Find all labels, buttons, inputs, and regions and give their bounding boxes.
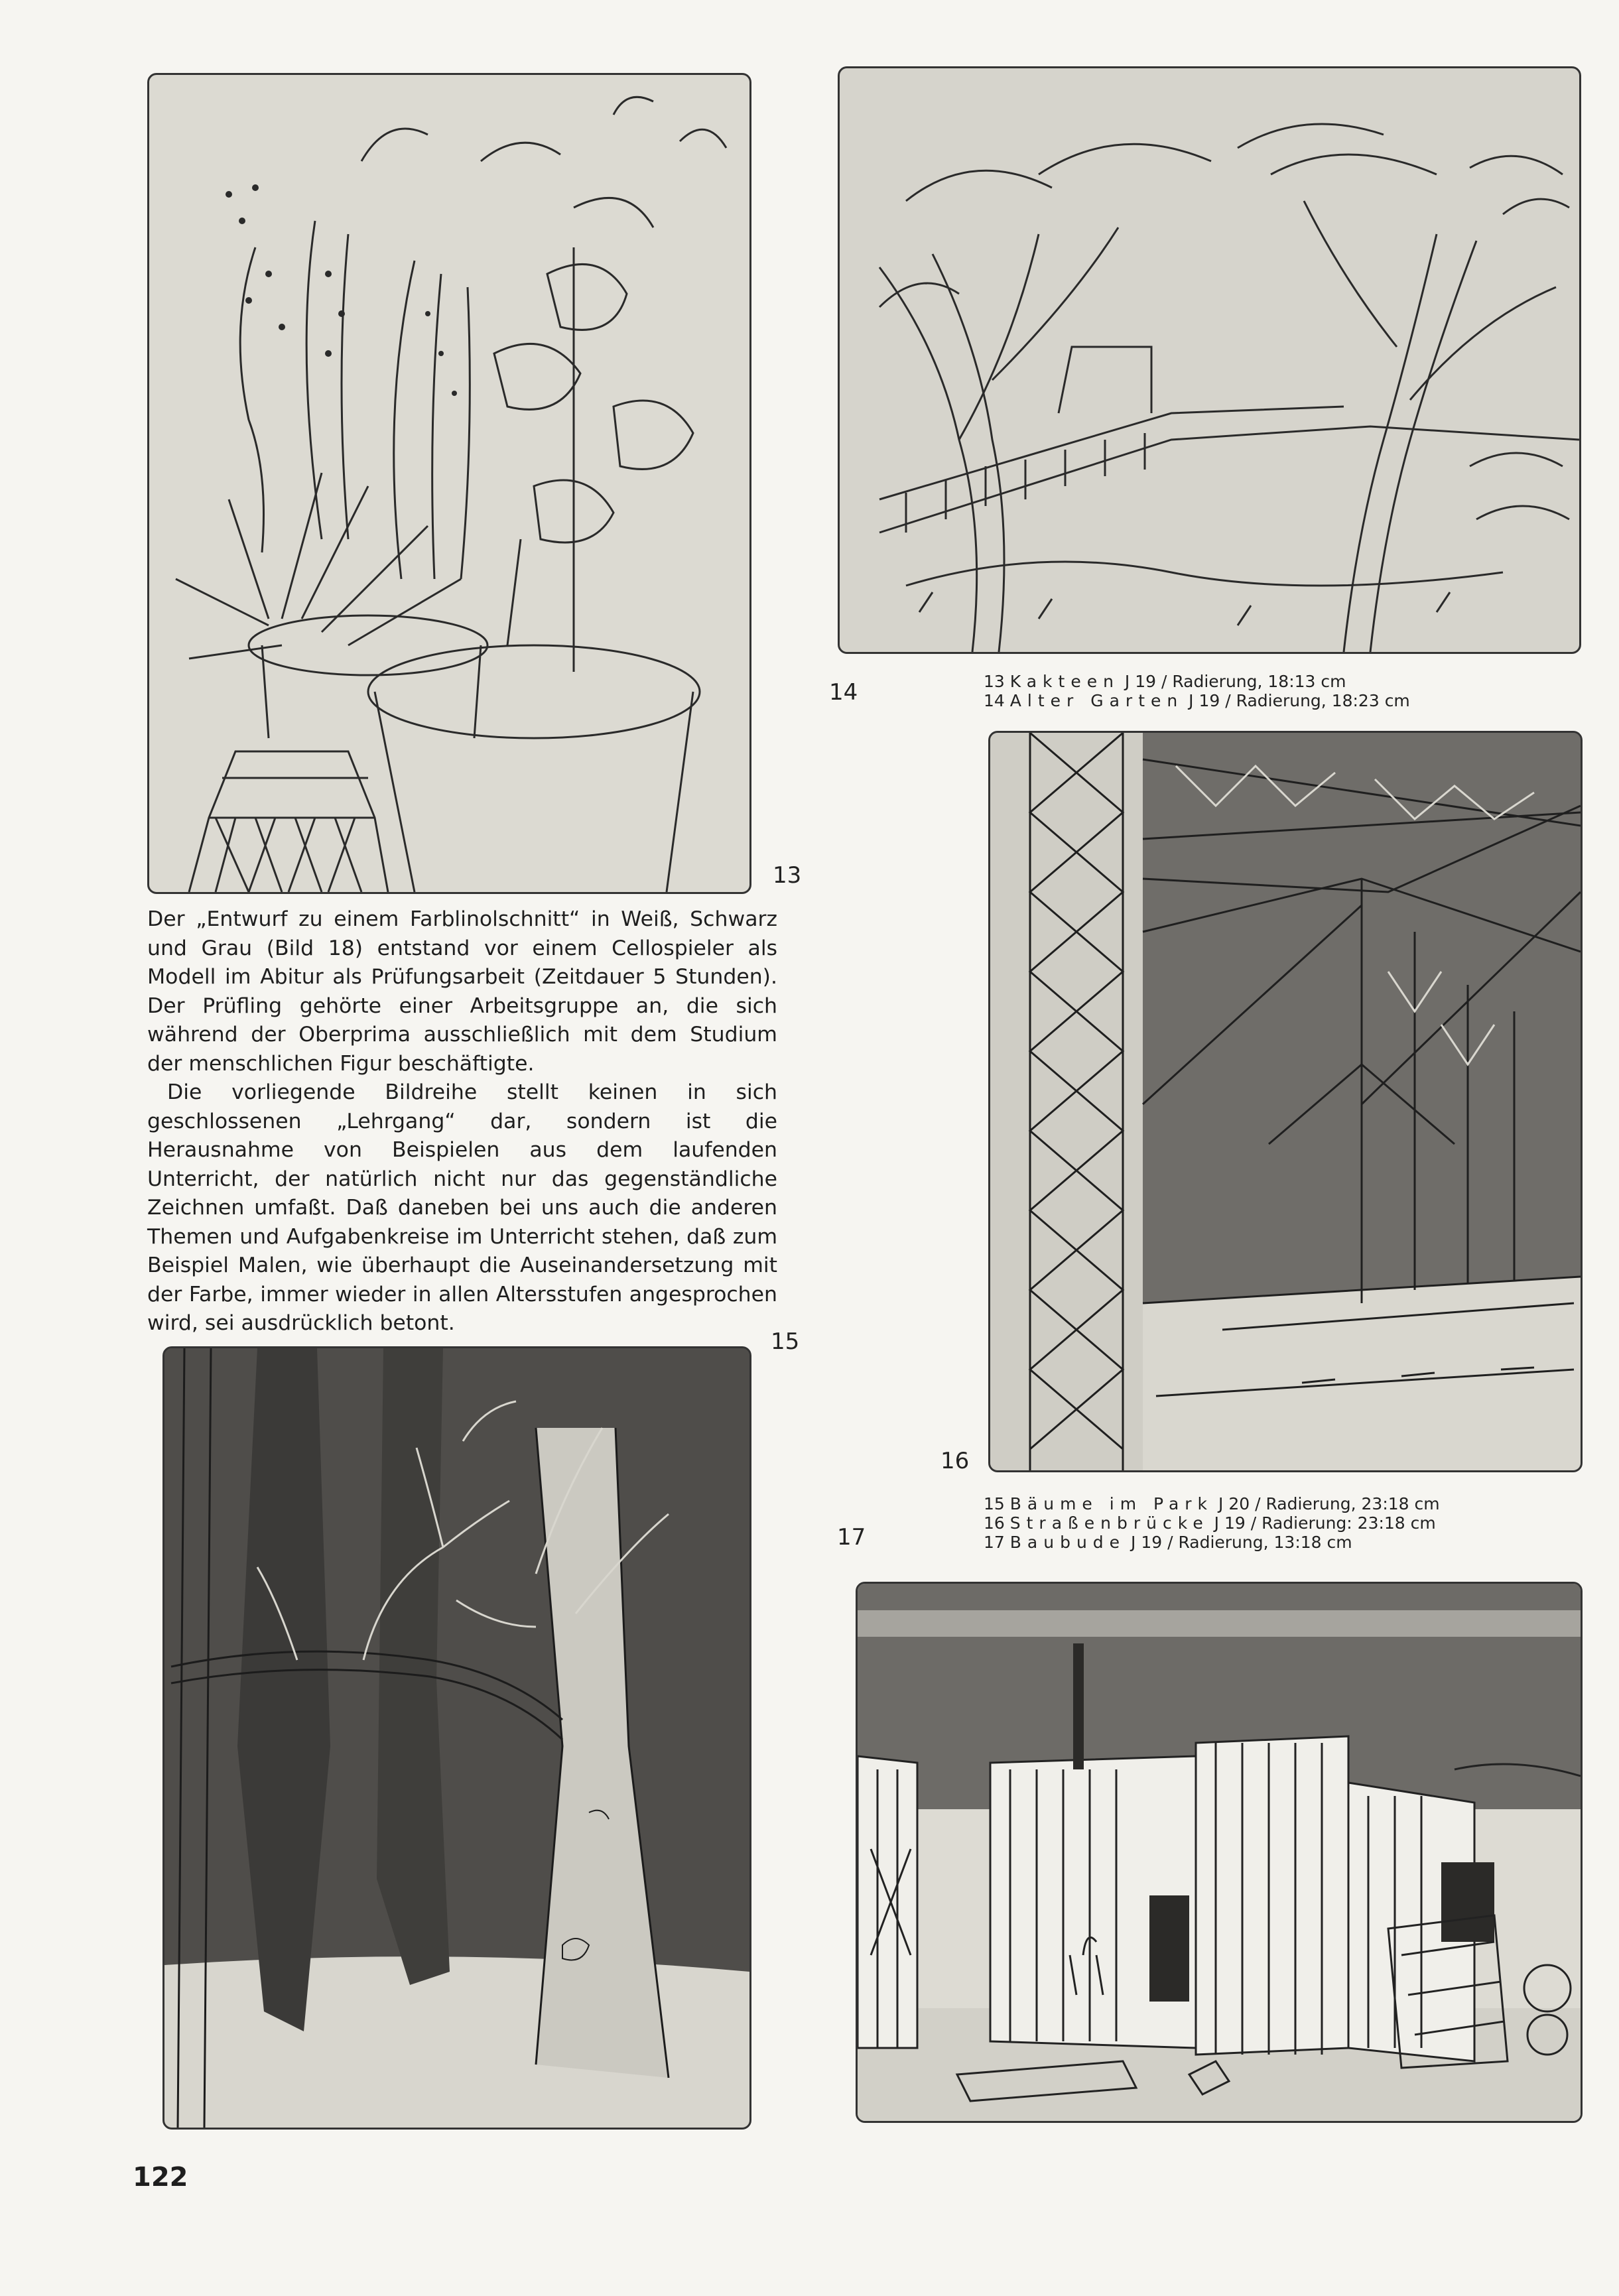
figure-14-caption-number: 14 bbox=[984, 691, 1005, 710]
figure-17-caption-title: Baubude bbox=[1009, 1533, 1126, 1552]
figure-16-street-bridge-etching bbox=[988, 731, 1583, 1472]
figure-16-caption bbox=[984, 1513, 1436, 1533]
figure-13-caption-details: J 19 / Radierung, 18:13 cm bbox=[1119, 672, 1346, 691]
figure-17-caption-number: 17 bbox=[984, 1533, 1005, 1552]
figure-15-number: 15 bbox=[771, 1328, 800, 1355]
figure-13-caption-number: 13 bbox=[984, 672, 1005, 691]
figure-14-caption-details: J 19 / Radierung, 18:23 cm bbox=[1183, 691, 1410, 710]
figure-15-caption bbox=[984, 1494, 1440, 1513]
figure-16-caption-details: J 19 / Radierung: 23:18 cm bbox=[1208, 1513, 1436, 1533]
figure-13-caption-title: Kakteen bbox=[1009, 672, 1120, 691]
figure-13-number: 13 bbox=[773, 862, 802, 889]
figure-16-number: 16 bbox=[940, 1448, 970, 1474]
figure-15-caption-details: J 20 / Radierung, 23:18 cm bbox=[1213, 1494, 1440, 1513]
figure-17-number: 17 bbox=[837, 1524, 866, 1551]
figure-16-caption-title: Straßenbrücke bbox=[1009, 1513, 1209, 1533]
figure-17-caption bbox=[984, 1533, 1352, 1552]
figure-13-caption bbox=[984, 672, 1346, 691]
paragraph-2: Die vorliegende Bildreihe stellt keinen in sich geschlossenen „Lehrgang“ dar, sondern ist die Herausnahme von Beispielen aus dem laufenden Unterricht, der natürlich nicht nur das gegenständliche Zeichnen umfaßt. Daß daneben bei uns auch die anderen Themen und Aufgabenkreise im Unterricht stehen, daß zum Beispiel Malen, wie überhaupt die Auseinandersetzung mit der Farbe, immer wieder in allen Altersstufen angesprochen wird, sei ausdrücklich betont. bbox=[147, 1080, 777, 1335]
figure-16-caption-number: 16 bbox=[984, 1513, 1005, 1533]
figure-15-trees-in-park-etching bbox=[162, 1346, 751, 2130]
figure-13-cacti-etching bbox=[147, 73, 751, 894]
page-number: 122 bbox=[133, 2162, 188, 2193]
figure-17-caption-details: J 19 / Radierung, 13:18 cm bbox=[1126, 1533, 1352, 1552]
paragraph-1: Der „Entwurf zu einem Farblinolschnitt“ in Weiß, Schwarz und Grau (Bild 18) entstand vor einem Cellospieler als Modell im Abitur als Prüfungsarbeit (Zeitdauer 5 Stunden). Der Prüfling gehörte einer Arbeitsgruppe an, die sich während der Oberprima ausschließlich mit dem Studium der menschlichen Figur beschäftigte. bbox=[147, 907, 777, 1076]
figure-15-caption-title: Bäume im Park bbox=[1009, 1494, 1214, 1513]
article-body-text bbox=[147, 905, 777, 1338]
figure-14-caption bbox=[984, 691, 1410, 710]
figure-14-old-garden-etching bbox=[838, 66, 1581, 654]
figure-14-caption-title: Alter Garten bbox=[1009, 691, 1184, 710]
figure-15-caption-number: 15 bbox=[984, 1494, 1005, 1513]
figure-14-number: 14 bbox=[829, 679, 858, 706]
figure-17-construction-hut-etching bbox=[856, 1582, 1583, 2123]
